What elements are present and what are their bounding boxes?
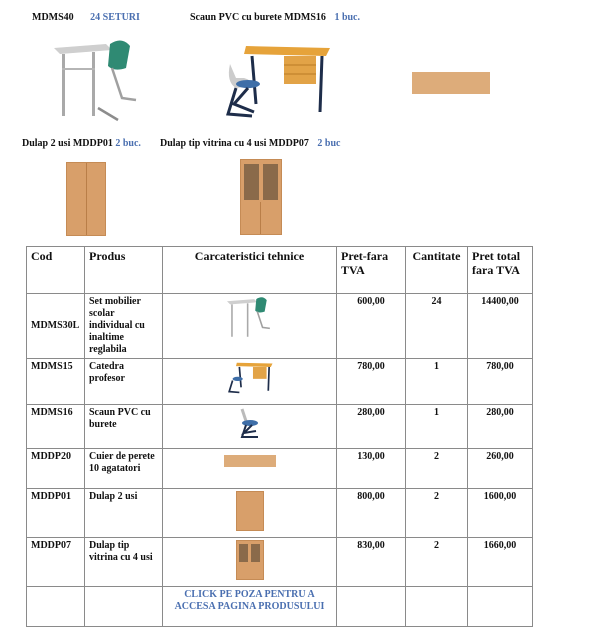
cell-pret: 780,00	[337, 359, 406, 405]
two-door-cabinet-image[interactable]	[236, 491, 264, 531]
teacher-desk-image[interactable]	[226, 361, 274, 395]
cell-cod: MDMS15	[27, 359, 85, 405]
header-total: Pret total fara TVA	[468, 247, 533, 294]
quantity-label: 2 buc	[317, 138, 341, 149]
cell-pret: 800,00	[337, 489, 406, 538]
empty-cell	[406, 587, 468, 627]
glass-cabinet-image[interactable]	[236, 540, 264, 580]
table-row	[27, 294, 533, 359]
cell-total: 780,00	[468, 359, 533, 405]
cell-image	[163, 449, 337, 489]
header-cod: Cod	[27, 247, 85, 294]
cell-total: 1600,00	[468, 489, 533, 538]
product-name: Scaun PVC cu burete MDMS16	[190, 12, 326, 23]
cell-cod: MDDP20	[27, 449, 85, 489]
cell-cod: MDMS16	[27, 405, 85, 449]
quantity-label: 24 SETURI	[90, 12, 140, 23]
cell-cod: MDDP07	[27, 538, 85, 587]
product-name: Dulap 2 usi MDDP01	[22, 138, 113, 149]
glass-cabinet-image[interactable]	[240, 159, 282, 235]
cell-image	[163, 359, 337, 405]
cell-cantitate: 2	[406, 538, 468, 587]
cell-cantitate: 24	[406, 294, 468, 359]
pvc-chair-image[interactable]	[238, 407, 262, 441]
school-desk-chair-set-image[interactable]	[52, 38, 144, 126]
cell-produs: Catedra profesor	[85, 359, 163, 405]
table-row	[27, 359, 533, 405]
quantity-label: 1 buc.	[334, 12, 360, 23]
cell-pret: 130,00	[337, 449, 406, 489]
cell-pret: 280,00	[337, 405, 406, 449]
wall-coat-rack-image[interactable]	[224, 455, 276, 467]
header-pret: Pret-fara TVA	[337, 247, 406, 294]
product-table	[26, 246, 533, 627]
label-mdms40	[32, 12, 140, 23]
label-mddp01	[22, 138, 141, 149]
cell-produs: Set mobilier scolar individual cu inaltime reglabila	[85, 294, 163, 359]
cell-produs: Cuier de perete 10 agatatori	[85, 449, 163, 489]
cell-cod: MDDP01	[27, 489, 85, 538]
cell-cantitate: 2	[406, 489, 468, 538]
cell-cantitate: 1	[406, 359, 468, 405]
label-mddp07	[160, 138, 340, 149]
product-code: MDMS40	[32, 12, 74, 23]
cell-produs: Dulap tip vitrina cu 4 usi	[85, 538, 163, 587]
table-row	[27, 489, 533, 538]
cell-cantitate: 2	[406, 449, 468, 489]
empty-cell	[27, 587, 85, 627]
header-caracteristici: Carcateristici tehnice	[163, 247, 337, 294]
cell-pret: 600,00	[337, 294, 406, 359]
cell-image	[163, 489, 337, 538]
empty-cell	[468, 587, 533, 627]
product-name: Dulap tip vitrina cu 4 usi MDDP07	[160, 138, 309, 149]
empty-cell	[85, 587, 163, 627]
cell-produs: Dulap 2 usi	[85, 489, 163, 538]
cell-total: 1660,00	[468, 538, 533, 587]
cell-total: 280,00	[468, 405, 533, 449]
table-row	[27, 405, 533, 449]
empty-cell	[337, 587, 406, 627]
label-mdms16	[190, 12, 360, 23]
cell-image	[163, 538, 337, 587]
cell-cantitate: 1	[406, 405, 468, 449]
teacher-desk-image[interactable]	[222, 42, 332, 122]
quantity-label: 2 buc.	[115, 138, 141, 149]
cell-produs: Scaun PVC cu burete	[85, 405, 163, 449]
product-page-link[interactable]: CLICK PE POZA PENTRU A ACCESA PAGINA PRODUSULUI	[163, 587, 337, 627]
two-door-cabinet-image[interactable]	[66, 162, 106, 236]
cell-pret: 830,00	[337, 538, 406, 587]
school-desk-chair-set-image[interactable]	[219, 296, 281, 342]
wall-coat-rack-image[interactable]	[412, 72, 490, 94]
table-footer-row	[27, 587, 533, 627]
cell-cod: MDMS30L	[27, 294, 85, 359]
cell-total: 14400,00	[468, 294, 533, 359]
table-row	[27, 538, 533, 587]
header-produs: Produs	[85, 247, 163, 294]
table-row	[27, 449, 533, 489]
header-cantitate: Cantitate	[406, 247, 468, 294]
cell-image	[163, 294, 337, 359]
cell-image	[163, 405, 337, 449]
cell-total: 260,00	[468, 449, 533, 489]
table-header-row	[27, 247, 533, 294]
